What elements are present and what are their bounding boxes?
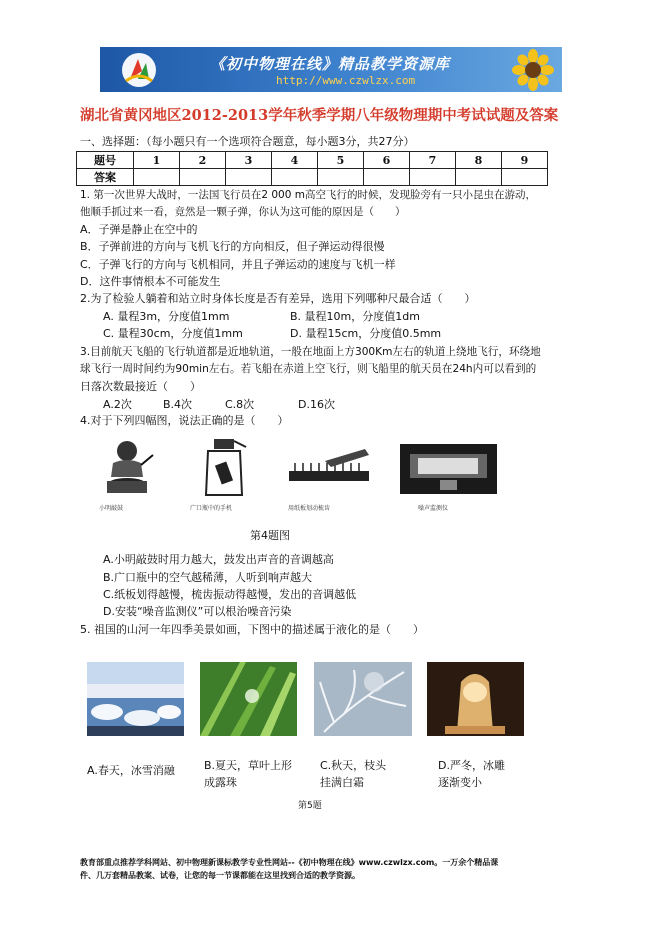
q4-option-c: C.纸板划得越慢，梳齿振动得越慢，发出的音调越低 — [103, 588, 357, 601]
q5-option-c-line2: 挂满白霜 — [320, 776, 364, 789]
table-row — [77, 152, 548, 169]
answer-table — [76, 151, 548, 186]
comb-figure — [285, 447, 375, 491]
table-number-cell: 8 — [456, 152, 502, 169]
table-answer-label: 答案 — [77, 169, 134, 186]
footer-line2: 件、几万套精品教案、试卷，让您的每一节课都能在这里找到合适的教学资源。 — [80, 871, 360, 880]
q5-option-d-line1: D.严冬，冰雕 — [438, 759, 505, 772]
q5-option-d-line2: 逐渐变小 — [438, 776, 482, 789]
table-row — [77, 169, 548, 186]
table-number-cell: 4 — [272, 152, 318, 169]
q2-option-a: A. 量程3m，分度值1mm — [103, 310, 230, 323]
q5-option-b-line2: 成露珠 — [204, 776, 237, 789]
section-heading: 一、选择题：（每小题只有一个选项符合题意，每小题3分，共27分） — [80, 135, 415, 148]
answer-cell[interactable] — [318, 169, 364, 186]
answer-cell[interactable] — [226, 169, 272, 186]
table-header-cell: 题号 — [77, 152, 134, 169]
document-title: 湖北省黄冈地区2012-2013学年秋季学期八年级物理期中考试试题及答案 — [80, 107, 559, 124]
q4-stem: 4.对于下列四幅图，说法正确的是（ ） — [80, 414, 289, 427]
q4-figure-label: 第4题图 — [250, 529, 290, 542]
q2-option-b: B. 量程10m，分度值1dm — [290, 310, 420, 323]
answer-cell[interactable] — [456, 169, 502, 186]
answer-cell[interactable] — [134, 169, 180, 186]
footer-line1: 教育部重点推荐学科网站、初中物理新课标教学专业性网站--《初中物理在线》www.czwlzx.com。一万余个精品课 — [80, 858, 499, 867]
q5-figure-label: 第5题 — [298, 801, 322, 811]
q1-option-c: C．子弹飞行的方向与飞机相同，并且子弹运动的速度与飞机一样 — [80, 258, 396, 271]
q1-stem-line1: 1. 第一次世界大战时，一法国飞行员在2 000 m高空飞行的时候，发现脸旁有一只小昆虫在游动， — [80, 189, 536, 201]
q4-option-b: B.广口瓶中的空气越稀薄，人听到响声越大 — [103, 571, 313, 584]
q1-option-a: A．子弹是静止在空中的 — [80, 223, 198, 236]
ice-sculpture-photo — [427, 662, 524, 736]
table-number-cell: 5 — [318, 152, 364, 169]
frost-branch-photo — [314, 662, 412, 736]
q3-option-a: A.2次 — [103, 398, 132, 411]
q4-caption-2: 广口瓶中的手机 — [190, 505, 233, 512]
q3-option-c: C.8次 — [225, 398, 255, 411]
site-logo-icon — [120, 51, 158, 89]
q3-option-d: D.16次 — [298, 398, 335, 411]
q1-option-d: D．这件事情根本不可能发生 — [80, 275, 221, 288]
q4-caption-1: 小明敲鼓 — [99, 505, 124, 512]
table-number-cell: 9 — [502, 152, 548, 169]
table-number-cell: 3 — [226, 152, 272, 169]
page-footer — [80, 856, 590, 882]
answer-cell[interactable] — [410, 169, 456, 186]
q4-option-a: A.小明敲鼓时用力越大，鼓发出声音的音调越高 — [103, 553, 334, 566]
q2-stem: 2.为了检验人躺着和站立时身体长度是否有差异，选用下列哪种尺最合适（ ） — [80, 292, 476, 305]
header-banner — [100, 47, 562, 92]
noise-monitor-figure — [400, 444, 497, 494]
drum-figure — [97, 437, 157, 499]
q1-option-b: B．子弹前进的方向与飞机飞行的方向相反，但子弹运动得很慢 — [80, 240, 385, 253]
dew-grass-photo — [200, 662, 297, 736]
q4-option-d: D.安装“噪音监测仪”可以根治噪音污染 — [103, 605, 292, 618]
q4-caption-3: 用纸板划动梳齿 — [288, 505, 331, 512]
banner-url[interactable]: http://www.czwlzx.com — [276, 74, 416, 87]
table-number-cell: 2 — [180, 152, 226, 169]
q2-option-c: C. 量程30cm，分度值1mm — [103, 327, 243, 340]
melting-snow-photo — [87, 662, 184, 736]
q3-option-b: B.4次 — [163, 398, 193, 411]
table-number-cell: 7 — [410, 152, 456, 169]
jar-phone-figure — [200, 437, 248, 499]
q5-stem: 5. 祖国的山河一年四季美景如画，下图中的描述属于液化的是（ ） — [80, 623, 424, 636]
q2-option-d: D. 量程15cm，分度值0.5mm — [290, 327, 442, 340]
q5-option-c-line1: C.秋天，枝头 — [320, 759, 387, 772]
banner-title: 《初中物理在线》精品教学资源库 — [210, 55, 451, 73]
q5-option-b-line1: B.夏天，草叶上形 — [204, 759, 293, 772]
q4-caption-4: 噪声监测仪 — [418, 505, 449, 512]
q3-line3: 日落次数最接近（ ） — [80, 380, 201, 393]
q3-line2: 球飞行一周时间约为90min左右。若飞船在赤道上空飞行，则飞船里的航天员在24h内可以看到的 — [80, 363, 537, 375]
answer-cell[interactable] — [180, 169, 226, 186]
q1-stem-line2: 他顺手抓过来一看，竟然是一颗子弹，你认为这可能的原因是（ ） — [80, 206, 406, 218]
sunflower-icon — [510, 49, 556, 91]
table-number-cell: 1 — [134, 152, 180, 169]
table-number-cell: 6 — [364, 152, 410, 169]
answer-cell[interactable] — [502, 169, 548, 186]
q5-option-a: A.春天，冰雪消融 — [87, 764, 175, 777]
answer-cell[interactable] — [364, 169, 410, 186]
answer-cell[interactable] — [272, 169, 318, 186]
q3-line1: 3.目前航天飞船的飞行轨道都是近地轨道，一般在地面上方300Km左右的轨道上绕地飞行，环绕地 — [80, 346, 541, 358]
